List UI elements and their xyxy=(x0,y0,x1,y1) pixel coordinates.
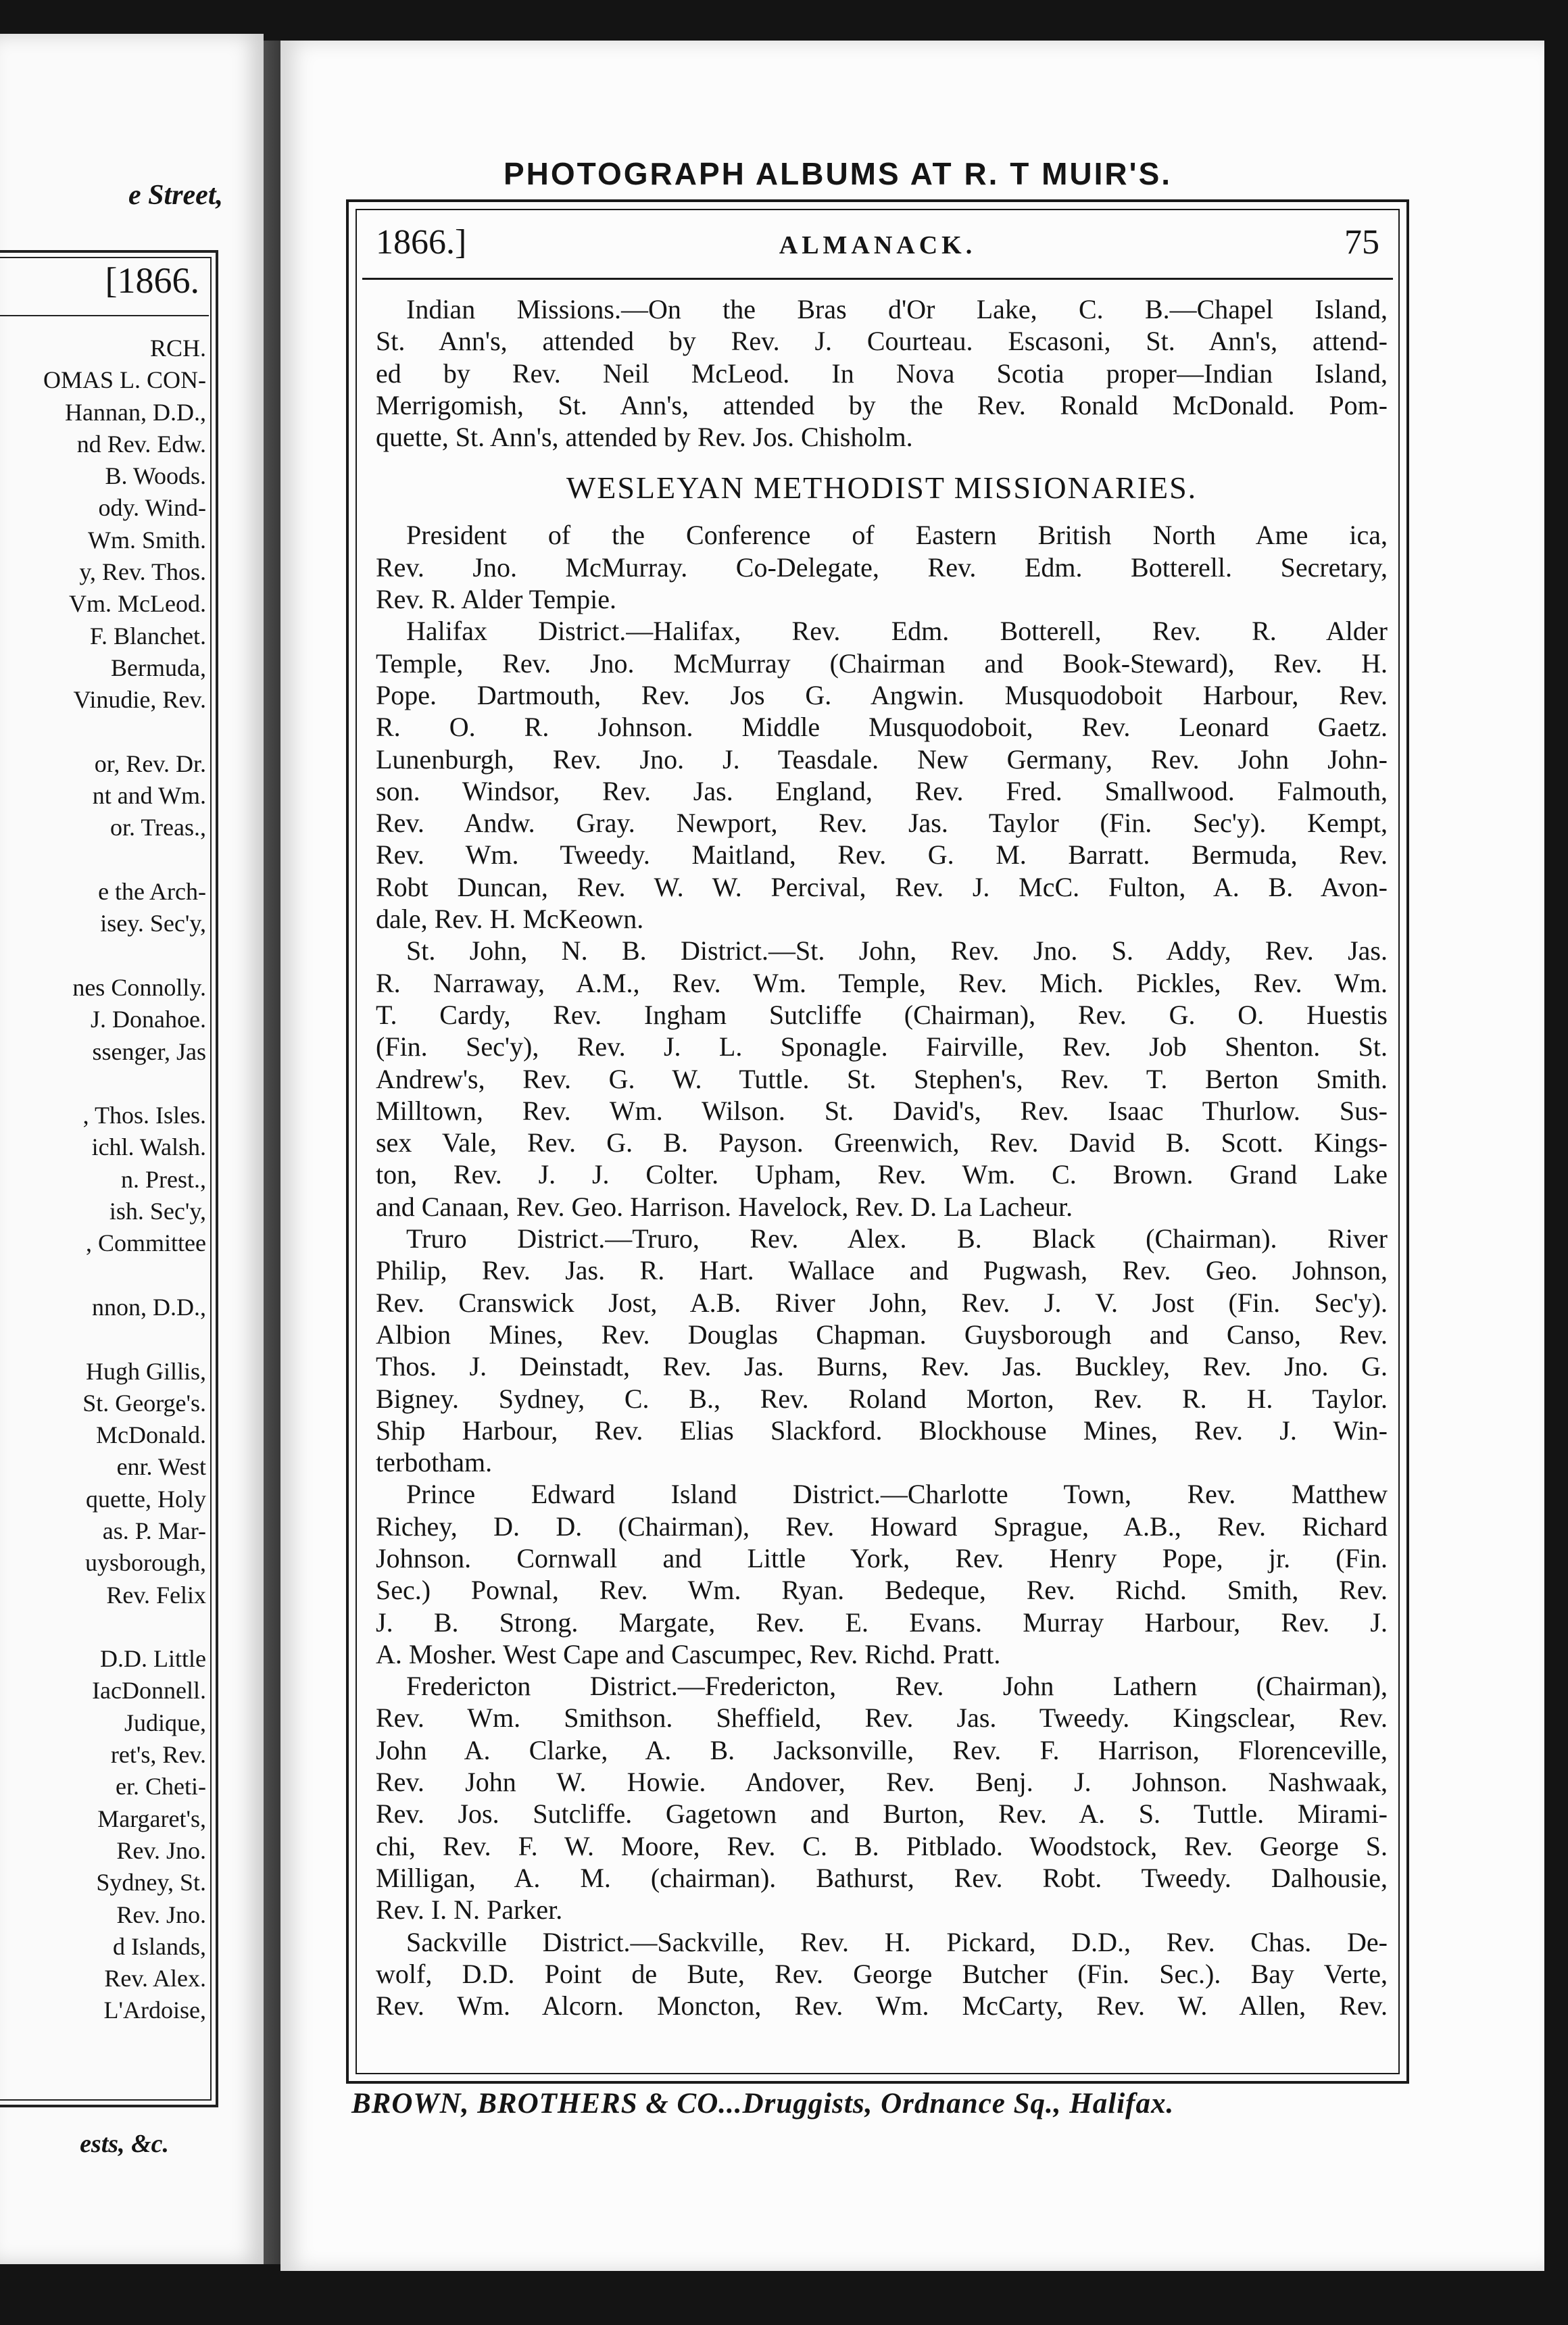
text-line: Rev. Wm. Smithson. Sheffield, Rev. Jas. Tweedy. Kingsclear, Rev. xyxy=(376,1703,1388,1734)
text-line: Truro District.—Truro, Rev. Alex. B. Black (Chairman). River xyxy=(406,1223,1388,1254)
facing-line: Sydney, St. xyxy=(96,1869,206,1896)
facing-line: St. George's. xyxy=(82,1389,206,1417)
header-year: 1866.] xyxy=(376,223,467,262)
text-line: ed by Rev. Neil McLeod. In Nova Scotia proper—Indian Island, xyxy=(376,358,1388,389)
facing-running-head: e Street, xyxy=(128,180,223,211)
facing-line: Wm. Smith. xyxy=(87,526,206,554)
facing-line: er. Cheti- xyxy=(116,1773,206,1801)
text-line: Sackville District.—Sackville, Rev. H. Pickard, D.D., Rev. Chas. De- xyxy=(406,1926,1388,1957)
facing-line: McDonald. xyxy=(96,1421,206,1449)
facing-line: n. Prest., xyxy=(121,1165,206,1193)
facing-line: , Thos. Isles. xyxy=(82,1102,206,1129)
facing-line: Rev. Jno. xyxy=(116,1901,206,1928)
section-heading: WESLEYAN METHODIST MISSIONARIES. xyxy=(566,470,1198,506)
text-line: Robt Duncan, Rev. W. W. Percival, Rev. J. McC. Fulton, A. B. Avon- xyxy=(376,871,1388,902)
text-line: wolf, D.D. Point de Bute, Rev. George Butcher (Fin. Sec.). Bay Verte, xyxy=(376,1958,1388,1989)
facing-line xyxy=(43,1611,206,1643)
text-line: Prince Edward Island District.—Charlotte Town, Rev. Matthew xyxy=(406,1479,1388,1510)
facing-line xyxy=(43,844,206,876)
text-line: John A. Clarke, A. B. Jacksonville, Rev. F. Harrison, Florenceville, xyxy=(376,1734,1388,1765)
facing-line: e the Arch- xyxy=(98,878,206,906)
facing-line: IacDonnell. xyxy=(92,1677,206,1705)
text-line: son. Windsor, Rev. Jas. England, Rev. Fred. Smallwood. Falmouth, xyxy=(376,775,1388,806)
facing-text-lines xyxy=(43,333,206,2027)
facing-line xyxy=(43,716,206,748)
facing-line: Vinudie, Rev. xyxy=(73,686,206,714)
facing-header-rule xyxy=(0,315,209,316)
text-line: Andrew's, Rev. G. W. Tuttle. St. Stephen's, Rev. T. Berton Smith. xyxy=(376,1063,1388,1094)
facing-line: D.D. Little xyxy=(100,1645,206,1673)
facing-line: F. Blanchet. xyxy=(89,622,206,650)
text-line: Milligan, A. M. (chairman). Bathurst, Rev. Robt. Tweedy. Dalhousie, xyxy=(376,1862,1388,1893)
facing-line: ichl. Walsh. xyxy=(91,1133,206,1161)
text-line: and Canaan, Rev. Geo. Harrison. Havelock, Rev. D. La Lacheur. xyxy=(376,1191,1073,1222)
facing-line: B. Woods. xyxy=(105,462,206,490)
text-line: Merrigomish, St. Ann's, attended by the Rev. Ronald McDonald. Pom- xyxy=(376,389,1388,420)
text-line: Indian Missions.—On the Bras d'Or Lake, C. B.—Chapel Island, xyxy=(406,294,1388,324)
text-line: R. Narraway, A.M., Rev. Wm. Temple, Rev. Mich. Pickles, Rev. Wm. xyxy=(376,967,1388,998)
text-line: ton, Rev. J. J. Colter. Upham, Rev. Wm. C. Brown. Grand Lake xyxy=(376,1159,1388,1190)
facing-line: nt and Wm. xyxy=(92,782,206,810)
facing-line: y, Rev. Thos. xyxy=(79,558,206,586)
facing-line: Vm. McLeod. xyxy=(69,590,206,618)
text-line: President of the Conference of Eastern British North Ame ica, xyxy=(406,520,1388,551)
running-head-advert: PHOTOGRAPH ALBUMS AT R. T MUIR'S. xyxy=(504,156,1173,191)
facing-line: Bermuda, xyxy=(111,654,206,681)
page-header xyxy=(376,222,1379,263)
almanack-page xyxy=(280,41,1544,2271)
text-line: R. O. R. Johnson. Middle Musquodoboit, Rev. Leonard Gaetz. xyxy=(376,712,1388,743)
facing-line: or, Rev. Dr. xyxy=(94,750,206,777)
header-rule xyxy=(362,278,1393,280)
facing-line: Rev. Jno. xyxy=(116,1836,206,1864)
facing-line: d Islands, xyxy=(113,1932,206,1960)
indian-missions-paragraph xyxy=(376,293,1388,453)
facing-line: ody. Wind- xyxy=(98,494,206,522)
text-line: Rev. Wm. Alcorn. Moncton, Rev. Wm. McCarty, Rev. W. Allen, Rev. xyxy=(376,1990,1388,2022)
facing-line: L'Ardoise, xyxy=(103,1997,206,2024)
facing-line: RCH. xyxy=(149,335,206,362)
text-line: Rev. Wm. Tweedy. Maitland, Rev. G. M. Barratt. Bermuda, Rev. xyxy=(376,839,1388,871)
facing-line: nes Connolly. xyxy=(72,973,206,1001)
text-line: chi, Rev. F. W. Moore, Rev. C. B. Pitblado. Woodstock, Rev. George S. xyxy=(376,1830,1388,1861)
text-line: Bigney. Sydney, C. B., Rev. Roland Morton, Rev. R. H. Taylor. xyxy=(376,1383,1388,1414)
text-line: Ship Harbour, Rev. Elias Slackford. Blockhouse Mines, Rev. J. Win- xyxy=(376,1415,1388,1446)
facing-line: as. P. Mar- xyxy=(102,1517,206,1544)
text-line: Johnson. Cornwall and Little York, Rev. Henry Pope, jr. (Fin. xyxy=(376,1542,1388,1573)
facing-line: quette, Holy xyxy=(86,1485,206,1513)
facing-page xyxy=(0,34,264,2264)
footer-advert: BROWN, BROTHERS & CO...Druggists, Ordnance Sq., Halifax. xyxy=(351,2088,1175,2120)
text-line: Rev. Cranswick Jost, A.B. River John, Rev. J. V. Jost (Fin. Sec'y). xyxy=(376,1287,1388,1318)
text-line: Rev. Jno. McMurray. Co-Delegate, Rev. Edm. Botterell. Secretary, xyxy=(376,552,1388,583)
header-title: ALMANACK. xyxy=(779,231,977,260)
page-body xyxy=(376,293,1388,2022)
text-line: Thos. J. Deinstadt, Rev. Jas. Burns, Rev. Jas. Buckley, Rev. Jno. G. xyxy=(376,1351,1388,1382)
facing-line: or. Treas., xyxy=(109,814,206,841)
text-line: Rev. John W. Howie. Andover, Rev. Benj. J. Johnson. Nashwaak, xyxy=(376,1767,1388,1798)
text-line: Halifax District.—Halifax, Rev. Edm. Botterell, Rev. R. Alder xyxy=(406,616,1388,647)
text-line: St. John, N. B. District.—St. John, Rev. Jno. S. Addy, Rev. Jas. xyxy=(406,935,1388,966)
facing-line: nnon, D.D., xyxy=(92,1293,206,1321)
text-line: Rev. R. Alder Tempie. xyxy=(376,584,617,615)
text-line: quette, St. Ann's, attended by Rev. Jos. Chisholm. xyxy=(376,422,913,453)
page-number: 75 xyxy=(1344,223,1379,262)
facing-page-frame xyxy=(0,250,218,2107)
facing-line: , Committee xyxy=(86,1229,206,1257)
text-line: (Fin. Sec'y), Rev. J. L. Sponagle. Fairville, Rev. Job Shenton. St. xyxy=(376,1031,1388,1062)
text-line: Lunenburgh, Rev. Jno. J. Teasdale. New Germany, Rev. John John- xyxy=(376,743,1388,775)
text-line: Rev. Jos. Sutcliffe. Gagetown and Burton, Rev. A. S. Tuttle. Mirami- xyxy=(376,1798,1388,1830)
facing-line: ish. Sec'y, xyxy=(109,1198,206,1225)
text-line: T. Cardy, Rev. Ingham Sutcliffe (Chairman), Rev. G. O. Huestis xyxy=(376,999,1388,1030)
text-line: J. B. Strong. Margate, Rev. E. Evans. Murray Harbour, Rev. J. xyxy=(376,1607,1388,1638)
facing-line: Hannan, D.D., xyxy=(65,398,206,426)
text-line: dale, Rev. H. McKeown. xyxy=(376,904,644,935)
facing-line: isey. Sec'y, xyxy=(100,910,206,937)
facing-line: Hugh Gillis, xyxy=(85,1357,206,1385)
facing-line: Rev. Felix xyxy=(106,1581,206,1609)
facing-line: nd Rev. Edw. xyxy=(76,430,206,458)
facing-line: ssenger, Jas xyxy=(92,1037,206,1065)
text-line: Fredericton District.—Fredericton, Rev. John Lathern (Chairman), xyxy=(406,1671,1388,1702)
facing-line: OMAS L. CON- xyxy=(43,366,206,394)
text-line: Rev. I. N. Parker. xyxy=(376,1894,563,1926)
text-line: Sec.) Pownal, Rev. Wm. Ryan. Bedeque, Rev. Richd. Smith, Rev. xyxy=(376,1575,1388,1606)
facing-line xyxy=(43,940,206,972)
facing-line xyxy=(43,1323,206,1355)
text-line: Rev. Andw. Gray. Newport, Rev. Jas. Taylor (Fin. Sec'y). Kempt, xyxy=(376,808,1388,839)
text-line: A. Mosher. West Cape and Cascumpec, Rev. Richd. Pratt. xyxy=(376,1638,1001,1669)
page-frame xyxy=(346,199,1409,2084)
facing-line: uysborough, xyxy=(85,1549,206,1577)
text-line: Richey, D. D. (Chairman), Rev. Howard Sprague, A.B., Rev. Richard xyxy=(376,1511,1388,1542)
text-line: Philip, Rev. Jas. R. Hart. Wallace and Pugwash, Rev. Geo. Johnson, xyxy=(376,1255,1388,1286)
text-line: Albion Mines, Rev. Douglas Chapman. Guysborough and Canso, Rev. xyxy=(376,1319,1388,1350)
facing-line xyxy=(43,1068,206,1100)
text-line: St. Ann's, attended by Rev. J. Courteau. Escasoni, St. Ann's, attend- xyxy=(376,326,1388,357)
text-line: Pope. Dartmouth, Rev. Jos G. Angwin. Musquodoboit Harbour, Rev. xyxy=(376,679,1388,710)
facing-line: ret's, Rev. xyxy=(110,1741,206,1769)
wesleyan-missionaries-list xyxy=(376,519,1388,2022)
text-line: terbotham. xyxy=(376,1447,493,1478)
facing-year: [1866. xyxy=(105,260,199,301)
facing-line: Judique, xyxy=(124,1709,206,1736)
facing-line: J. Donahoe. xyxy=(91,1006,206,1033)
text-line: Milltown, Rev. Wm. Wilson. St. David's, Rev. Isaac Thurlow. Sus- xyxy=(376,1095,1388,1126)
text-line: Temple, Rev. Jno. McMurray (Chairman and Book-Steward), Rev. H. xyxy=(376,647,1388,679)
text-line: sex Vale, Rev. G. B. Payson. Greenwich, Rev. David B. Scott. Kings- xyxy=(376,1127,1388,1158)
facing-line: enr. West xyxy=(116,1453,206,1481)
facing-line xyxy=(43,1260,206,1292)
facing-line: Rev. Alex. xyxy=(104,1965,206,1992)
facing-footer: ests, &c. xyxy=(80,2130,169,2158)
facing-line: Margaret's, xyxy=(97,1805,206,1832)
